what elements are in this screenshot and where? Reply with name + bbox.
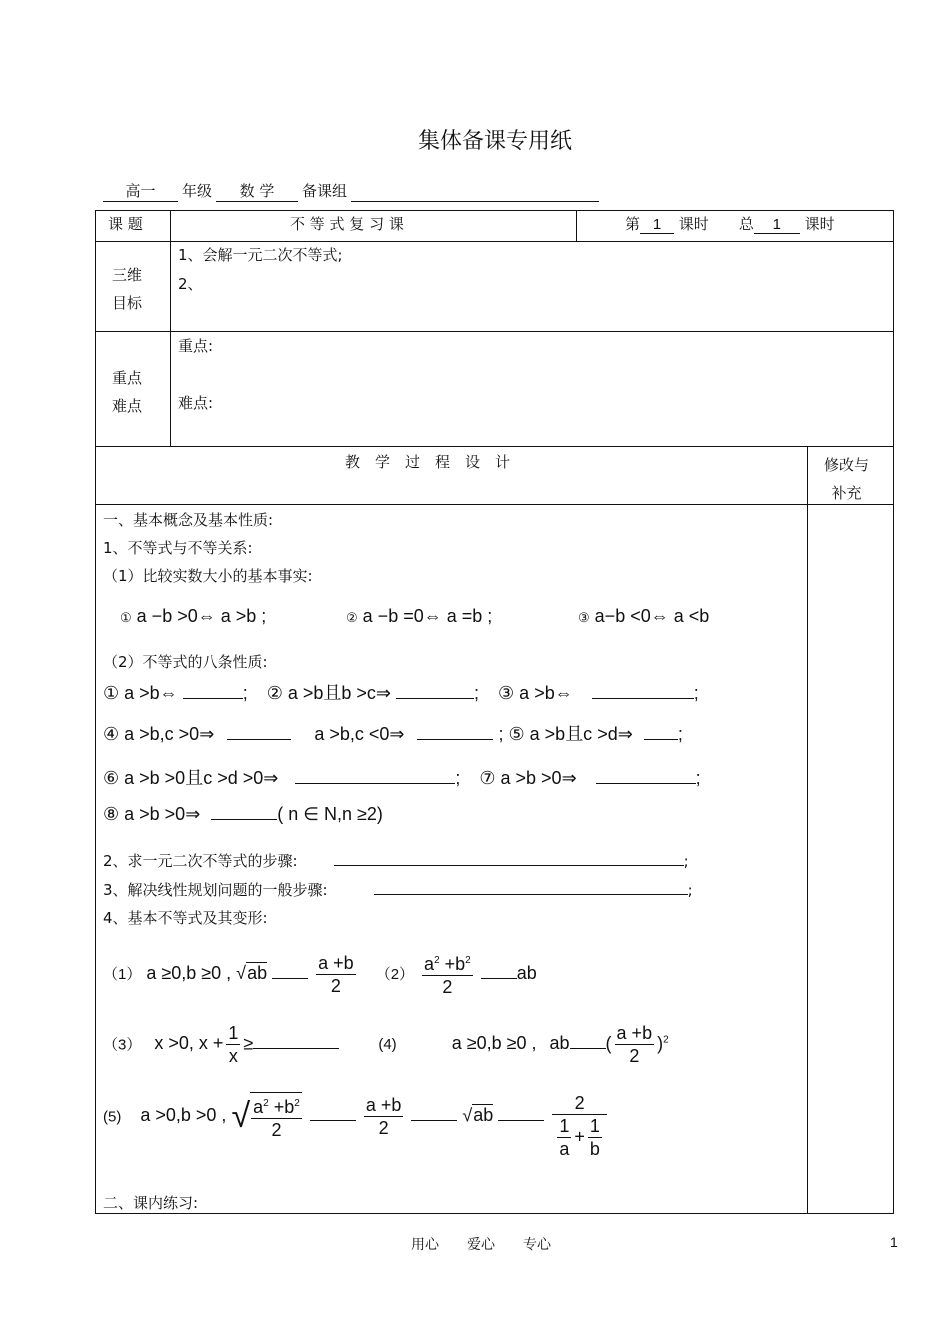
difficult-point: 难点: bbox=[178, 394, 214, 412]
property-5: ⑤ a >b且c >d⇒ bbox=[508, 724, 633, 744]
fact-3: ③ a−b <0⇔ a <b bbox=[578, 606, 710, 626]
property-7: ⑦ a >b >0⇒ bbox=[479, 768, 577, 788]
answer-blank[interactable] bbox=[374, 880, 688, 895]
answer-blank[interactable] bbox=[183, 684, 243, 699]
property-8-condition: ( n ∈ N,n ≥2) bbox=[277, 804, 383, 824]
section-1-1-1: （1）比较实数大小的基本事实: bbox=[103, 567, 313, 585]
lesson-number[interactable]: 1 bbox=[640, 216, 674, 234]
answer-blank[interactable] bbox=[334, 851, 684, 866]
section-3: 3、解决线性规划问题的一般步骤: ; bbox=[103, 881, 693, 899]
answer-blank[interactable] bbox=[227, 725, 291, 740]
property-2: ② a >b且b >c⇒ bbox=[266, 683, 391, 703]
property-1: ① a >b⇔ bbox=[103, 683, 178, 703]
revise-header: 修改与 补充 bbox=[824, 456, 870, 502]
answer-blank[interactable] bbox=[396, 684, 474, 699]
header-line bbox=[103, 180, 599, 202]
answer-blank[interactable] bbox=[570, 1034, 606, 1049]
formula-1: （1） a ≥0,b ≥0 , √ab $\frac{a +b}{2}$ （2） $\frac{a^2 +b^2}{2}$ ab bbox=[103, 950, 537, 998]
answer-blank[interactable] bbox=[481, 964, 517, 979]
answer-blank[interactable] bbox=[592, 684, 694, 699]
section-1-1-2: （2）不等式的八条性质: bbox=[103, 653, 268, 671]
answer-blank[interactable] bbox=[417, 725, 493, 740]
answer-blank[interactable] bbox=[211, 805, 277, 820]
page-number: 1 bbox=[890, 1234, 898, 1250]
total-prefix: 总 bbox=[738, 215, 754, 233]
property-4b: a >b,c <0⇒ bbox=[314, 724, 405, 744]
group-value[interactable] bbox=[351, 183, 599, 202]
section-1-1: 1、不等式与不等关系: bbox=[103, 539, 253, 557]
goal-1: 1、会解一元二次不等式; bbox=[178, 246, 343, 264]
answer-blank[interactable] bbox=[310, 1106, 356, 1121]
answer-blank[interactable] bbox=[644, 725, 678, 740]
formula-5: (5) a >0,b >0 , √ $\frac{a^2 +b^2}{2}$ $\frac{a +b}{2}$ √ab 2 $\frac{1}{a}$ + $\frac{1}{b}$ bbox=[103, 1092, 610, 1160]
total-unit: 课时 bbox=[804, 215, 835, 233]
footer-motto: 用心 爱心 专心 bbox=[411, 1237, 551, 1253]
section-2: 2、求一元二次不等式的步骤: ; bbox=[103, 852, 689, 870]
topic-label: 课 题 bbox=[108, 215, 143, 233]
answer-blank[interactable] bbox=[253, 1034, 339, 1049]
page-title: 集体备课专用纸 bbox=[418, 129, 573, 154]
key-point: 重点: bbox=[178, 337, 214, 355]
section-4: 4、基本不等式及其变形: bbox=[103, 909, 268, 927]
property-row-1: ① a >b⇔ ; ② a >b且b >c⇒ ; ③ a >b⇔ ; bbox=[103, 683, 699, 703]
key-difficult-label: 重点 难点 bbox=[112, 369, 143, 415]
property-row-3: ⑥ a >b >0且c >d >0⇒ ; ⑦ a >b >0⇒ ; bbox=[103, 768, 701, 788]
answer-blank[interactable] bbox=[411, 1106, 457, 1121]
answer-blank[interactable] bbox=[295, 769, 455, 784]
property-3: ③ a >b⇔ bbox=[498, 683, 573, 703]
property-row-2: ④ a >b,c >0⇒ a >b,c <0⇒ ; ⑤ a >b且c >d⇒ ; bbox=[103, 724, 683, 744]
grade-label: 年级 bbox=[182, 182, 213, 200]
answer-blank[interactable] bbox=[498, 1106, 544, 1121]
property-8: ⑧ a >b >0⇒ bbox=[103, 804, 201, 824]
property-row-4 bbox=[103, 804, 383, 825]
process-header: 教 学 过 程 设 计 bbox=[345, 453, 511, 471]
subject-value: 数 学 bbox=[216, 180, 298, 202]
goals-label: 三维 目标 bbox=[112, 266, 143, 312]
goal-2: 2、 bbox=[178, 275, 203, 293]
property-6: ⑥ a >b >0且c >d >0⇒ bbox=[103, 768, 279, 788]
answer-blank[interactable] bbox=[596, 769, 696, 784]
section-two: 二、课内练习: bbox=[103, 1194, 199, 1212]
fact-2: ② a −b =0⇔ a =b ; bbox=[346, 606, 493, 626]
lesson-prefix: 第 bbox=[625, 215, 641, 233]
answer-blank[interactable] bbox=[272, 964, 308, 979]
topic-value: 不 等 式 复 习 课 bbox=[290, 215, 404, 233]
formula-3: （3） x >0, x + $\frac{1}{x}$ ≥ (4) a ≥0,b ≥0 , ab ( $\frac{a +b}{2}$ )$^2$ bbox=[103, 1023, 669, 1066]
lesson-unit: 课时 bbox=[678, 215, 709, 233]
total-number[interactable]: 1 bbox=[754, 216, 800, 234]
lesson-info bbox=[625, 213, 835, 234]
section-1: 一、基本概念及基本性质: bbox=[103, 511, 274, 529]
property-4a: ④ a >b,c >0⇒ bbox=[103, 724, 215, 744]
fact-1: ① a −b >0⇔ a >b ; bbox=[120, 606, 267, 626]
group-label: 备课组 bbox=[302, 182, 348, 200]
grade-value: 高一 bbox=[103, 180, 178, 202]
